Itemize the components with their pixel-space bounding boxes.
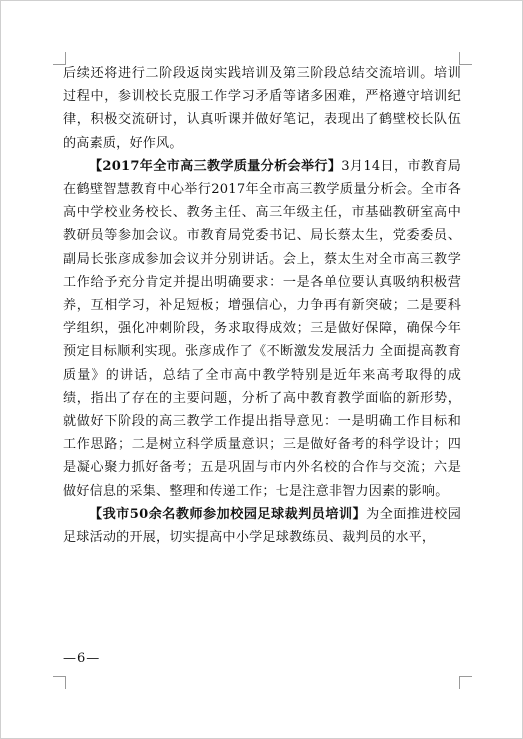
- page-number: —6—: [63, 651, 101, 666]
- crop-mark-bottom-left: [53, 676, 66, 689]
- paragraph-title: 【2017年全市高三教学质量分析会举行】: [89, 158, 342, 174]
- paragraph-quality-analysis-meeting: [63, 155, 461, 503]
- paragraph-continuation: [63, 62, 461, 155]
- document-body: [63, 62, 461, 549]
- crop-mark-bottom-right: [459, 676, 472, 689]
- paragraph-text: 为全面推进校园足球活动的开展，切实提高中小学足球教练员、裁判员的水平，: [63, 506, 461, 546]
- paragraph-text: 3月14日，市教育局在鹤壁智慧教育中心举行2017年全市高三教学质量分析会。全市各高中学校业务校长、教务主任、高三年级主任，市基础教研室高中教研员等参加会议。市教育局党委书记、局长蔡太生，党委委员、副局长张彦成参加会议并分别讲话。会上，蔡太生对全市高三教学工作给予充分肯定并提出明确要求：一是各单位要认真吸纳积极营养，互相学习，补足短板；增强信心，力争再有新突破；二是要科学组织，强化冲刺阶段，务求取得成效；三是做好保障，确保今年预定目标顺利实现。张彦成作了《不断激发发展活力 全面提高教育质量》的讲话，总结了全市高中教学特别是近年来高考取得的成绩，指出了存在的主要问题，分析了高中教育教学面临的新形势，就做好下阶段的高三教学工作提出指导意见：一是明确工作目标和工作思路；二是树立科学质量意识；三是做好备考的科学设计；四是凝心聚力抓好备考；五是巩固与市内外名校的合作与交流；六是做好信息的采集、整理和传递工作；七是注意非智力因素的影响。: [63, 158, 461, 499]
- paragraph-text: 后续还将进行二阶段返岗实践培训及第三阶段总结交流培训。培训过程中，参训校长克服工作学习矛盾等诸多困难，严格遵守培训纪律，积极交流研讨，认真听课并做好笔记，表现出了鹤壁校长队伍的高素质，好作风。: [63, 66, 461, 151]
- paragraph-title: 【我市50余名教师参加校园足球裁判员培训】: [89, 506, 367, 522]
- paragraph-football-referee-training: [63, 503, 461, 549]
